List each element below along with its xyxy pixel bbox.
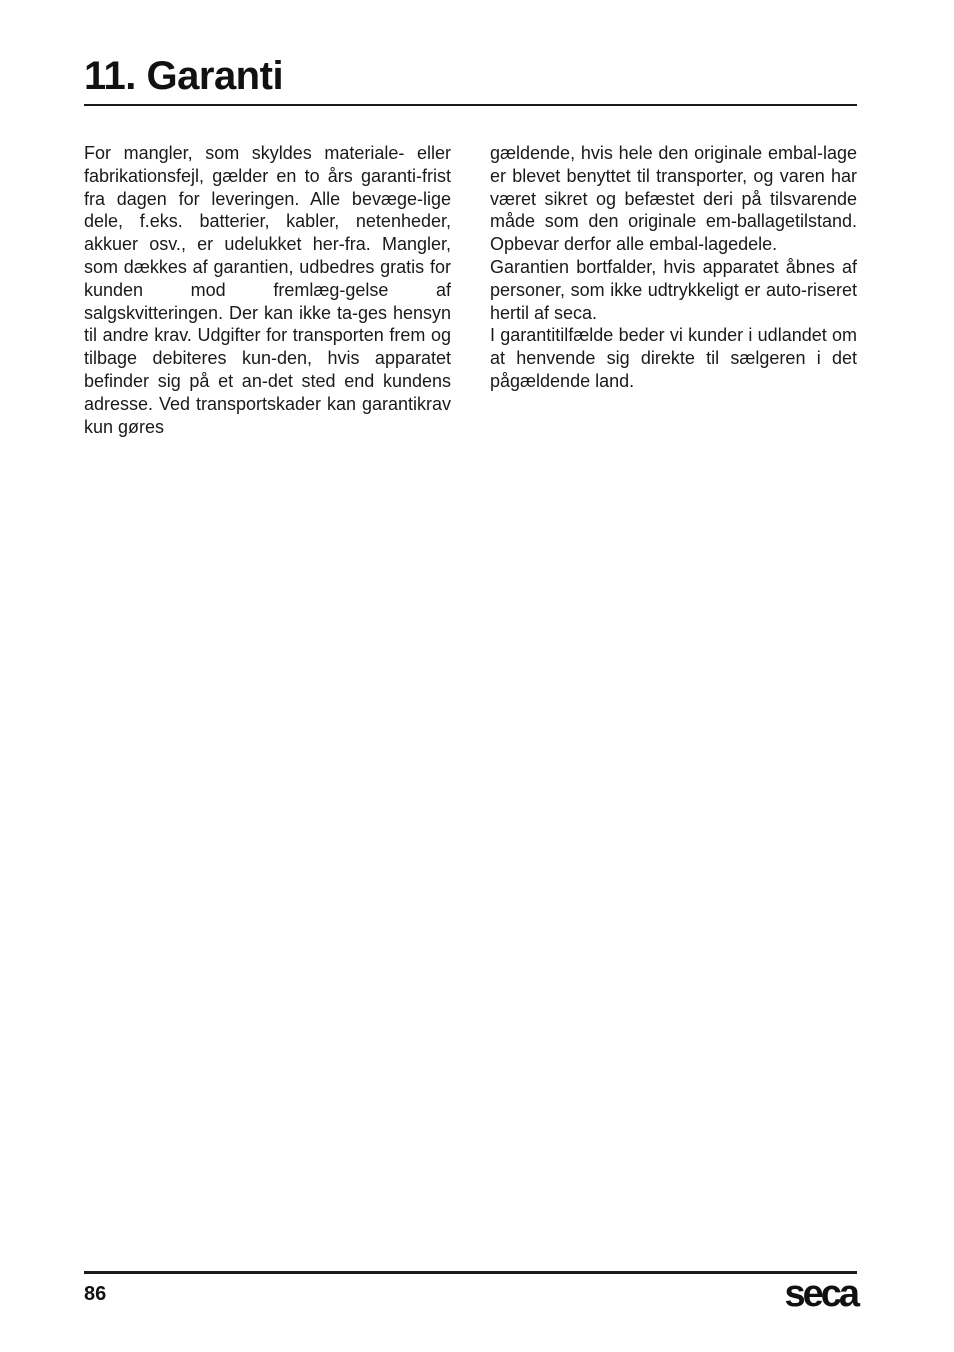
left-text-column bbox=[84, 142, 451, 438]
page-title: 11. Garanti bbox=[84, 54, 284, 98]
right-text-column bbox=[490, 142, 857, 393]
page-number: 86 bbox=[84, 1283, 107, 1305]
warranty-paragraph-2: gældende, hvis hele den originale embal-lage er blevet benyttet til transporter, og varen har været sikret og befæstet deri på tilsvarende måde som den originale em-ballagetilstand. Opbevar derfor alle embal-lagedele. bbox=[490, 143, 857, 255]
warranty-paragraph-3: Garantien bortfalder, hvis apparatet åbnes af personer, som ikke udtrykkeligt er auto-riseret hertil af seca. bbox=[490, 256, 857, 323]
warranty-paragraph-1: For mangler, som skyldes materiale- eller fabrikationsfejl, gælder en to års garanti-frist fra dagen for leveringen. Alle bevæge-lige dele, f.eks. batterier, kabler, netenheder, akkuer osv., er udelukket her-fra. Mangler, som dækkes af garantien, udbedres gratis for kunden mod fremlæg-gelse af salgskvitteringen. Der kan ikke ta-ges hensyn til andre krav. Udgifter for transporten frem og tilbage debiteres kun-den, hvis apparatet befinder sig på et an-det sted end kundens adresse. Ved transportskader kan garantikrav kun gøres bbox=[84, 143, 451, 437]
title-divider bbox=[84, 104, 857, 106]
warranty-paragraph-4: I garantitilfælde beder vi kunder i udlandet om at henvende sig direkte til sælgeren i det pågældende land. bbox=[490, 325, 857, 391]
seca-logo: seca bbox=[784, 1273, 857, 1315]
footer-divider bbox=[84, 1271, 857, 1274]
